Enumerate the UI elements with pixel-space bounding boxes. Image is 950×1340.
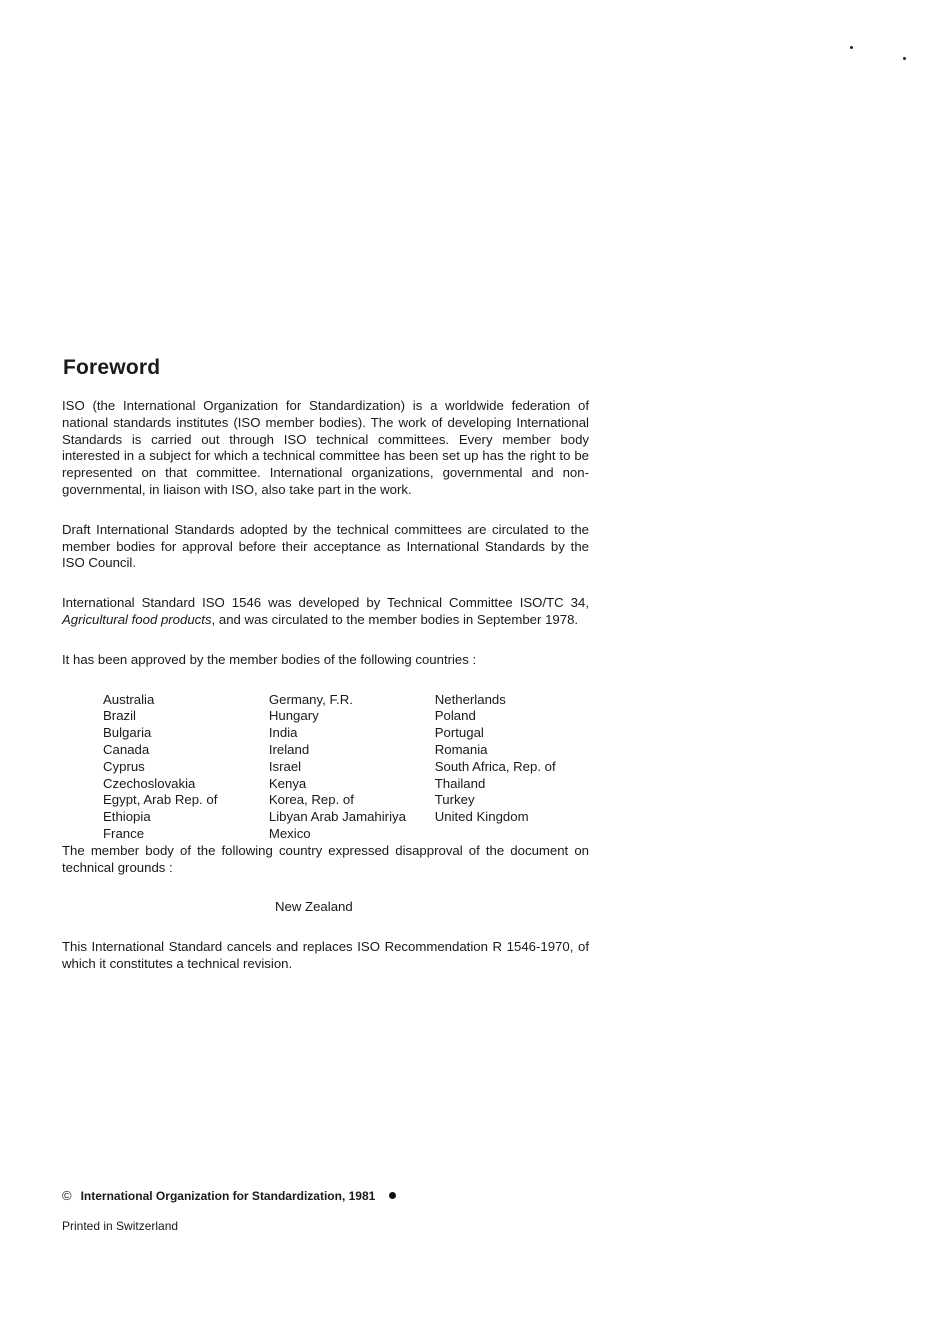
countries-column-2	[269, 692, 435, 843]
country-item: Cyprus	[103, 758, 145, 774]
country-item: Libyan Arab Jamahiriya	[268, 809, 406, 825]
page-title: Foreword	[63, 356, 161, 379]
country-item: Korea, Rep. of	[268, 792, 354, 808]
copyright-text: International Organization for Standardization, 1981	[80, 1188, 376, 1203]
paragraph-disapproval: The member body of the following country expressed disapproval of the document on technical grounds :	[62, 842, 589, 875]
standard-text-pre: International Standard ISO 1546 was developed by Technical Committee ISO/TC 34,	[62, 595, 589, 611]
country-item: Turkey	[434, 792, 475, 808]
country-item: Israel	[268, 758, 302, 774]
paragraph-draft-standards: Draft International Standards adopted by the technical committees are circulated to the member bodies for approval before their acceptance as International Standards by the ISO Council.	[62, 521, 589, 571]
disapproving-country: New Zealand	[275, 899, 353, 915]
bullet-dot-icon	[389, 1192, 396, 1199]
country-item: Czechoslovakia	[103, 775, 196, 791]
country-item: Ireland	[268, 741, 310, 757]
country-item: Egypt, Arab Rep. of	[103, 792, 218, 808]
countries-column-1	[103, 692, 269, 843]
country-item: India	[268, 725, 298, 741]
country-item: Poland	[434, 708, 476, 724]
country-item: Mexico	[268, 825, 311, 841]
paragraph-approval-intro: It has been approved by the member bodies of the following countries :	[62, 651, 477, 667]
committee-name: Agricultural food products	[62, 611, 212, 627]
country-item: Australia	[103, 691, 155, 707]
copyright-line	[62, 1188, 396, 1203]
foreword-body	[62, 398, 589, 973]
country-item: South Africa, Rep. of	[434, 758, 556, 774]
paragraph-replaces: This International Standard cancels and replaces ISO Recommendation R 1546-1970, of which it constitutes a technical revision.	[62, 939, 589, 971]
country-item: Ethiopia	[103, 809, 151, 825]
country-item: Portugal	[434, 725, 484, 741]
country-item: Netherlands	[434, 691, 506, 707]
country-item: Canada	[103, 741, 150, 757]
country-item: United Kingdom	[434, 809, 529, 825]
country-item: Bulgaria	[103, 725, 152, 741]
paragraph-standard-development	[62, 595, 589, 629]
standard-text-post: , and was circulated to the member bodies in September 1978.	[211, 611, 579, 627]
country-item: Romania	[434, 741, 488, 757]
approving-countries-list	[103, 692, 589, 843]
country-item: Thailand	[434, 775, 486, 791]
copyright-icon: ©	[62, 1188, 72, 1203]
country-item: Kenya	[268, 775, 307, 791]
printed-in: Printed in Switzerland	[62, 1219, 179, 1233]
country-item: Hungary	[268, 708, 319, 724]
paragraph-iso-intro: ISO (the International Organization for Standardization) is a worldwide federation of national standards institutes (ISO member bodies). The work of developing International Standards is carried out through ISO technical committees. Every member body interested in a subject for which a technical committee has been set up has the right to be represented on that committee. International organizations, governmental and non-governmental, in liaison with ISO, also take part in the work.	[62, 398, 589, 497]
country-item: Germany, F.R.	[268, 691, 353, 707]
countries-column-3	[435, 692, 589, 843]
country-item: Brazil	[103, 708, 136, 724]
country-item: France	[103, 825, 145, 841]
